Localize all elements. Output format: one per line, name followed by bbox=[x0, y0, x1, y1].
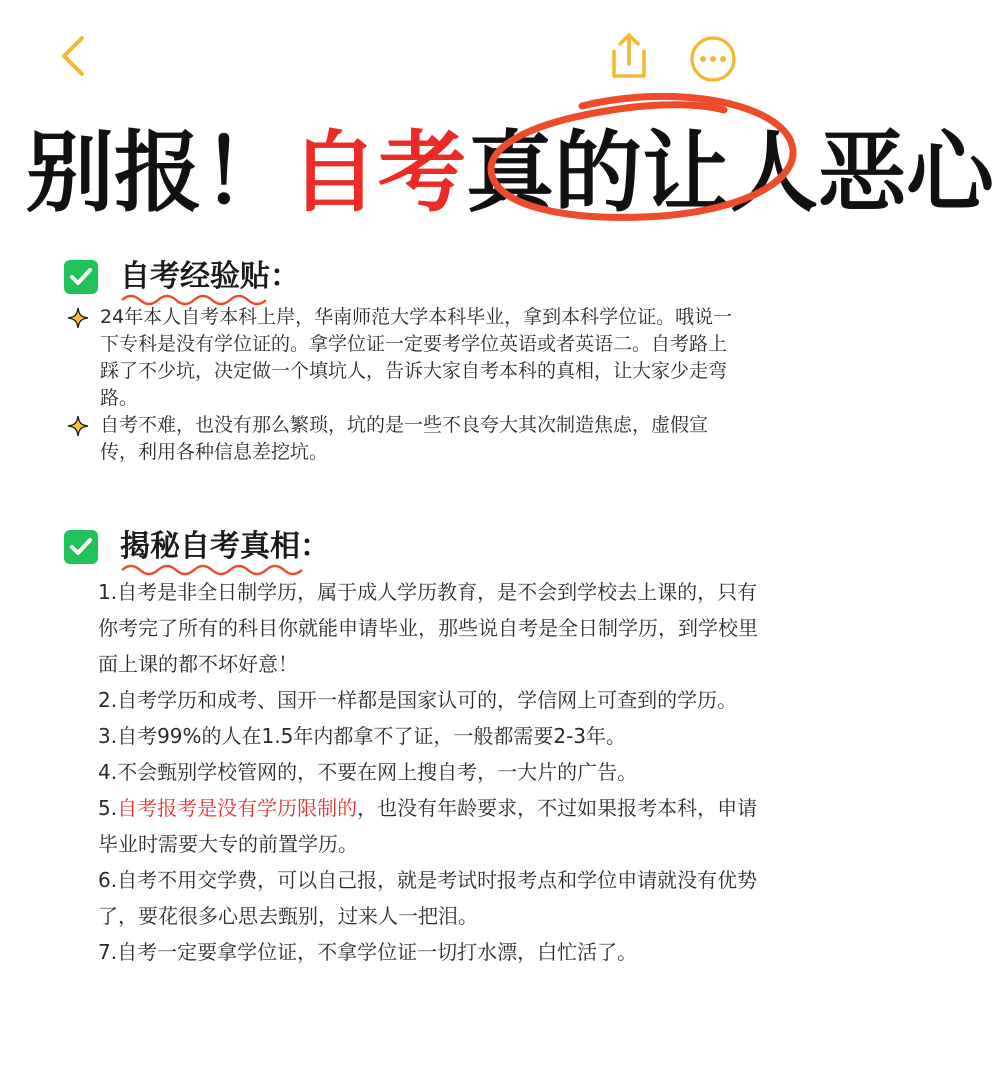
check-icon bbox=[64, 260, 98, 294]
list-item-5-prefix: 5. bbox=[98, 796, 118, 820]
headline bbox=[26, 118, 994, 228]
share-icon bbox=[604, 30, 654, 82]
back-button[interactable] bbox=[56, 34, 96, 78]
section-2-heading bbox=[64, 528, 364, 568]
section-2-title: 揭秘自考真相： bbox=[120, 529, 330, 564]
headline-part-1: 别报！ bbox=[26, 121, 291, 224]
list-item-6: 6.自考不用交学费，可以自己报，就是考试时报考点和学位申请就没有优势了，要花很多心思去甄别，过来人一把泪。 bbox=[98, 868, 758, 928]
truth-list bbox=[98, 574, 758, 970]
more-dots-icon bbox=[688, 34, 738, 84]
sparkle-icon bbox=[66, 414, 90, 438]
paragraph-1: 24年本人自考本科上岸，华南师范大学本科毕业，拿到本科学位证。哦说一下专科是没有学位证的。拿学位证一定要考学位英语或者英语二。自考路上踩了不少坑，决定做一个填坑人，告诉大家自考本科的真相，让大家少走弯路。 bbox=[100, 306, 733, 409]
check-icon bbox=[64, 530, 98, 564]
headline-part-3: 真的让人恶心 bbox=[466, 121, 994, 224]
top-nav-bar bbox=[0, 0, 800, 110]
sparkle-icon bbox=[66, 306, 90, 330]
paragraph-2: 自考不难，也没有那么繁琐，坑的是一些不良夸大其次制造焦虑，虚假宣传，利用各种信息差挖坑。 bbox=[100, 414, 709, 463]
more-button[interactable] bbox=[688, 34, 738, 84]
section-1-title: 自考经验贴： bbox=[120, 259, 300, 294]
list-item-5-highlight: 自考报考是没有学历限制的 bbox=[117, 796, 358, 820]
headline-part-2: 自考 bbox=[290, 121, 467, 224]
list-item-7: 7.自考一定要拿学位证，不拿学位证一切打水漂，白忙活了。 bbox=[98, 940, 638, 964]
share-button[interactable] bbox=[604, 30, 654, 82]
list-item-2: 2.自考学历和成考、国开一样都是国家认可的，学信网上可查到的学历。 bbox=[98, 688, 738, 712]
list-item-3: 3.自考99%的人在1.5年内都拿不了证，一般都需要2-3年。 bbox=[98, 724, 627, 748]
list-item-5 bbox=[98, 790, 758, 862]
section-1-heading bbox=[64, 258, 324, 298]
list-item-4: 4.不会甄别学校管网的，不要在网上搜自考，一大片的广告。 bbox=[98, 760, 638, 784]
chevron-left-icon bbox=[56, 34, 96, 78]
list-item-5-rest: ，也没有年龄要求，不过如果报考本科，申请毕业时需要大专的前置学历。 bbox=[98, 796, 758, 856]
list-item-1: 1.自考是非全日制学历，属于成人学历教育，是不会到学校去上课的，只有你考完了所有的科目你就能申请毕业，那些说自考是全日制学历，到学校里面上课的都不坏好意！ bbox=[98, 580, 758, 676]
